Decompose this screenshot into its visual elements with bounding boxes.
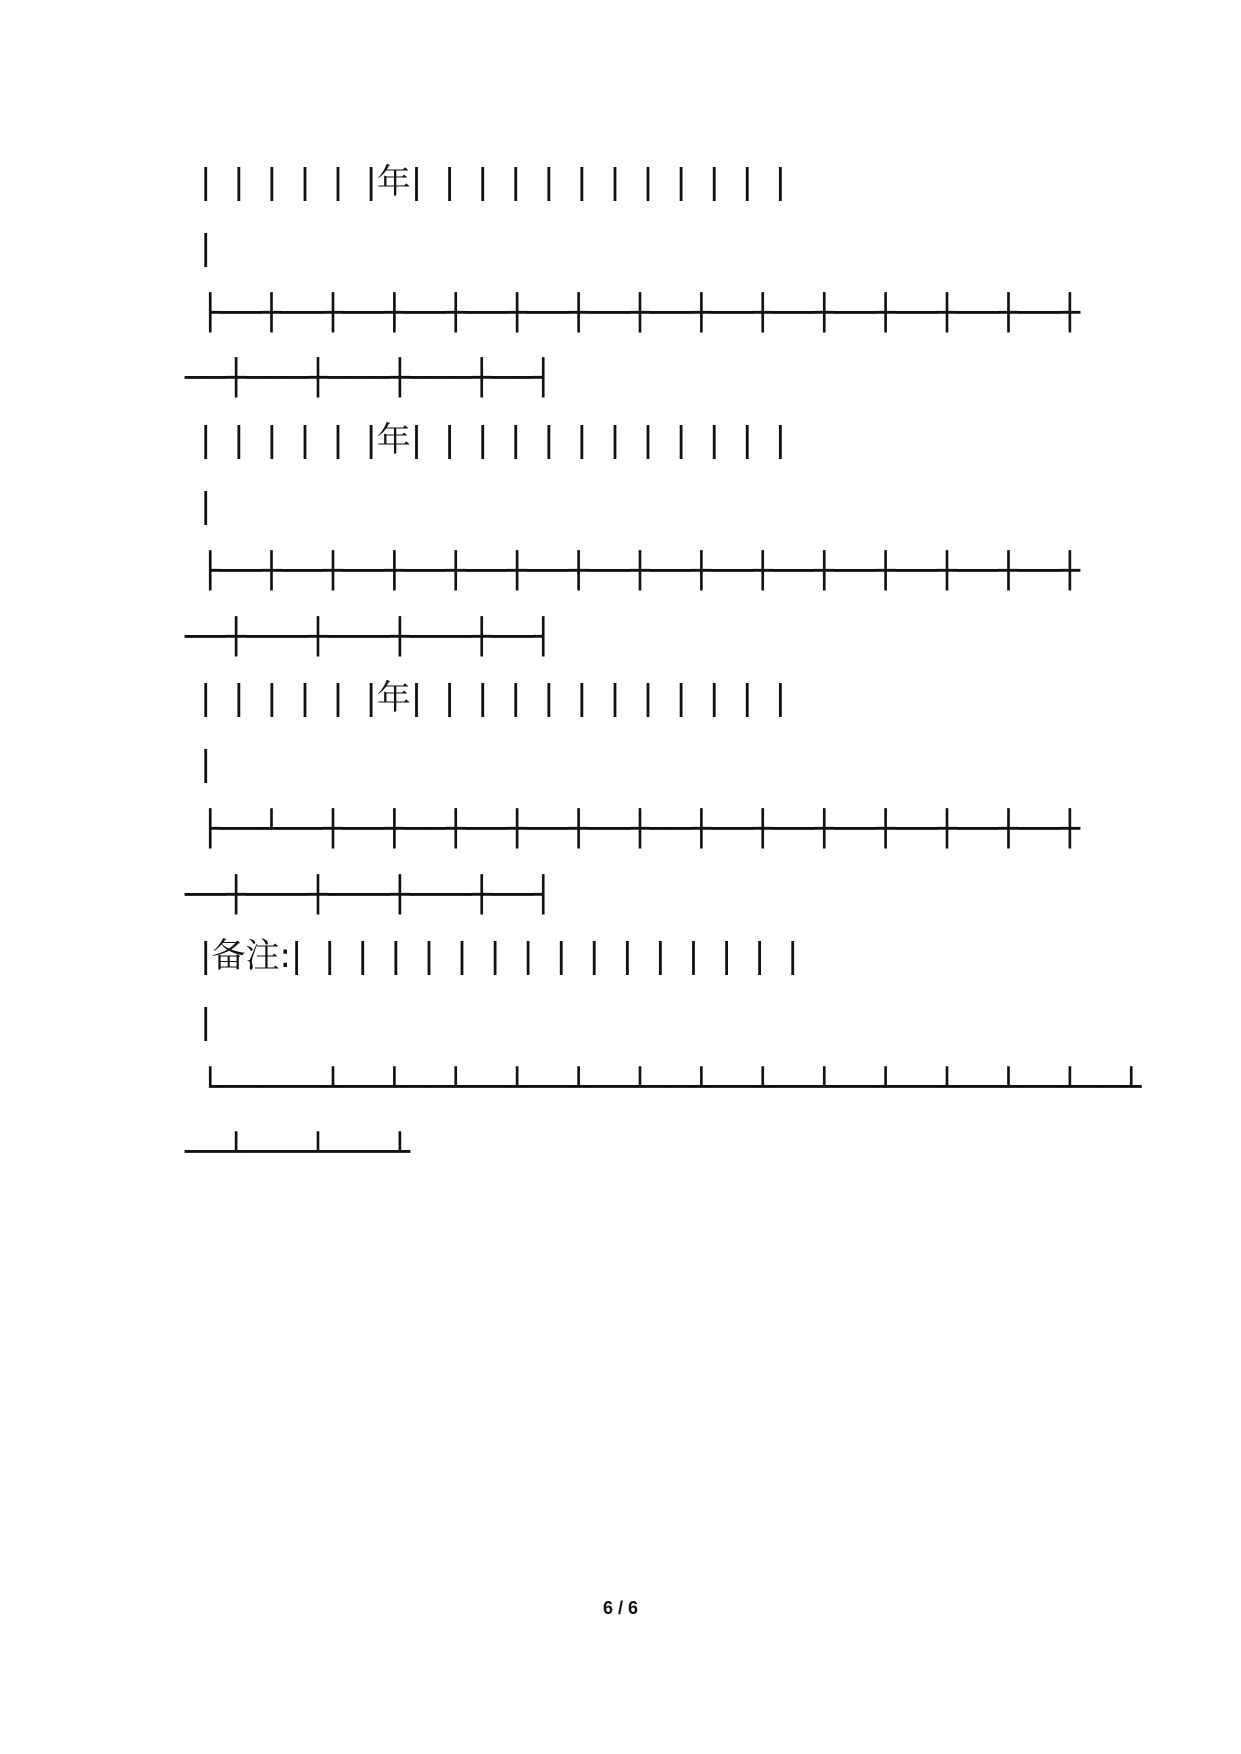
table-row-text: | | | | | |年| | | | | | | | | | | | (200, 162, 787, 202)
table-row-text: | (200, 228, 212, 268)
table-row-text: | | | | | |年| | | | | | | | | | | | (200, 420, 787, 460)
table-row-text: | (200, 744, 212, 784)
page-number: 6 / 6 (602, 1598, 639, 1618)
table-row-text: | (200, 1002, 212, 1042)
table-row-text: | (200, 486, 212, 526)
table-row-remarks: |备注:| | | | | | | | | | | | | | | | (200, 936, 799, 976)
table-border-line: ├──┼──┼──┼──┼──┼──┼──┼──┼──┼──┼──┼──┼──┼──┼ (200, 293, 1081, 333)
table-bottom-border: ──┴───┴───┴ (185, 1132, 411, 1172)
table-border-line: ──┼───┼───┼───┼──┤ (185, 617, 554, 657)
table-border-line: ──┼───┼───┼───┼──┤ (185, 875, 554, 915)
table-bottom-border: └─────┴──┴──┴──┴──┴──┴──┴──┴──┴──┴──┴──┴──┴──┴ (200, 1067, 1142, 1107)
table-border-line: ├──┼──┼──┼──┼──┼──┼──┼──┼──┼──┼──┼──┼──┼──┼ (200, 551, 1081, 591)
table-border-line: ├──┴──┼──┼──┼──┼──┼──┼──┼──┼──┼──┼──┼──┼──┼ (200, 809, 1081, 849)
table-row-text: | | | | | |年| | | | | | | | | | | | (200, 678, 787, 718)
table-border-line: ──┼───┼───┼───┼──┤ (185, 358, 554, 398)
